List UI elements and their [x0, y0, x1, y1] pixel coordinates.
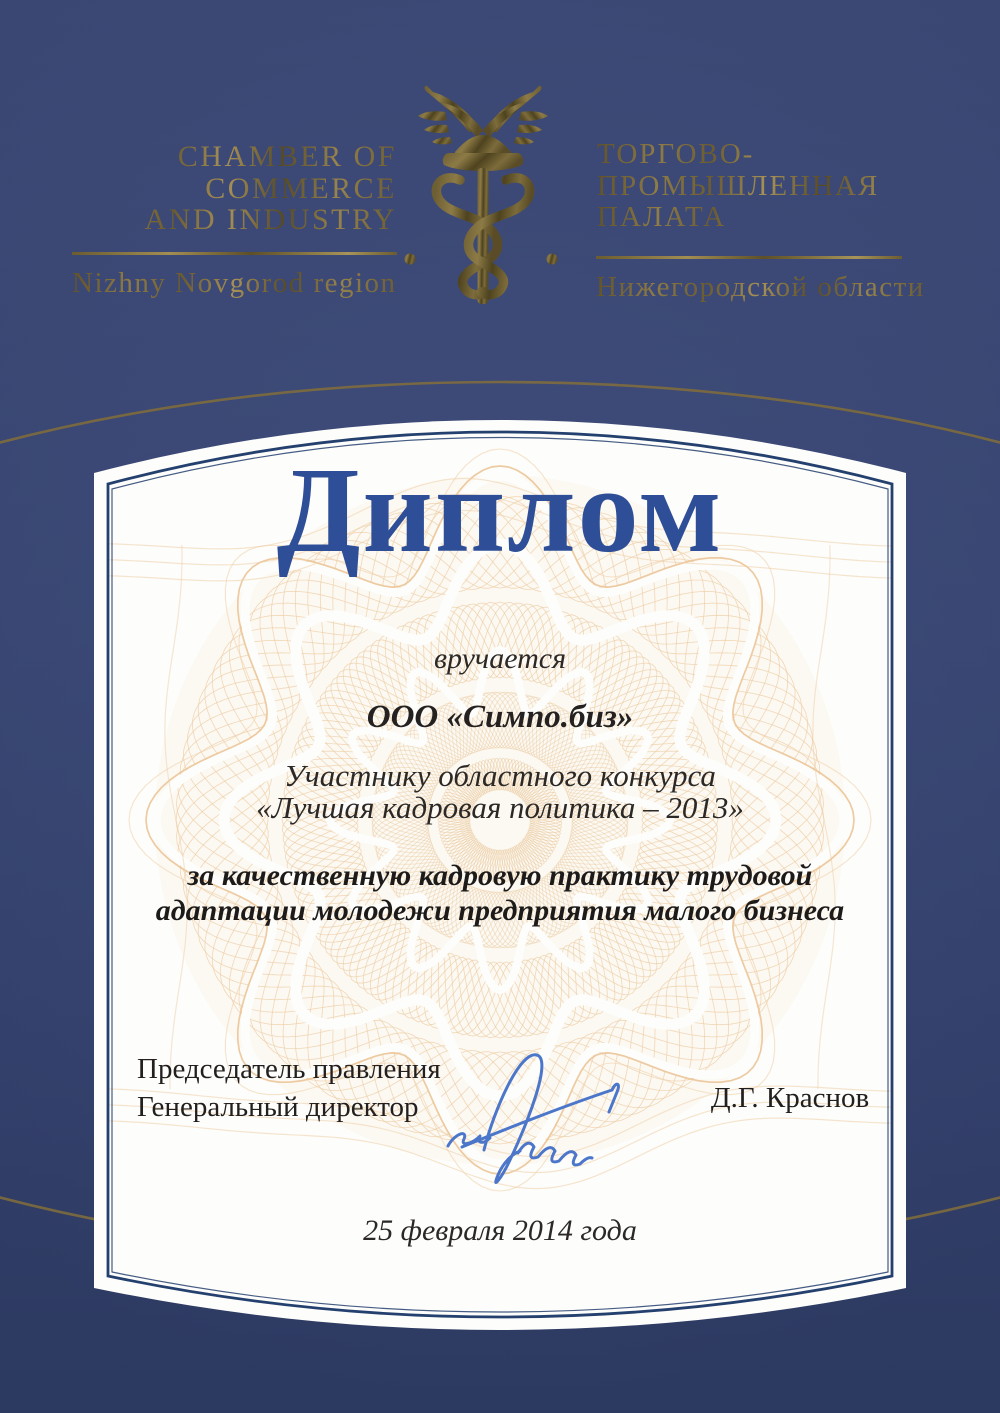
org-name-en-line1: CHAMBER OF [57, 141, 397, 173]
award-line1: за качественную кадровую практику трудовой [187, 859, 813, 892]
emblem-helmet [455, 135, 511, 154]
emblem-right-wing [483, 86, 548, 145]
emblem-left-wing [418, 86, 483, 145]
participant-line1: Участнику областного конкурса [284, 758, 716, 793]
award-line2: адаптации молодежи предприятия малого бизнеса [155, 894, 845, 927]
gold-rule-right [596, 256, 902, 259]
award-reason [94, 858, 906, 928]
diploma-title: Диплом [276, 443, 724, 578]
signatory-role-line1: Председатель правления [137, 1053, 441, 1085]
signatory-name: Д.Г. Краснов [710, 1082, 870, 1114]
org-name-en-line3: AND INDUSTRY [57, 204, 397, 236]
emblem-staff [478, 168, 489, 304]
recipient-name: ООО «Симпо.биз» [366, 699, 634, 735]
chamber-emblem-icon [405, 80, 561, 318]
date-line: 25 февраля 2014 года [363, 1214, 637, 1247]
region-name-russian: Нижегородской области [596, 271, 925, 303]
region-name-english: Nizhny Novgorod region [72, 267, 397, 299]
signatory-roles [137, 1050, 441, 1126]
presented-to-label: вручается [433, 642, 567, 675]
org-name-english [57, 141, 397, 236]
org-name-ru-line3: ПАЛАТА [597, 202, 937, 234]
org-name-russian [597, 139, 937, 234]
participant-lines [94, 760, 906, 824]
signature [440, 1032, 640, 1187]
signatory-role-line2: Генеральный директор [137, 1091, 419, 1123]
org-name-ru-line1: ТОРГОВО- [597, 139, 937, 171]
org-name-ru-line2: ПРОМЫШЛЕННАЯ [597, 171, 937, 203]
participant-line2: «Лучшая кадровая политика – 2013» [256, 790, 744, 825]
org-name-en-line2: COMMERCE [57, 173, 397, 205]
gold-rule-left [72, 252, 397, 255]
